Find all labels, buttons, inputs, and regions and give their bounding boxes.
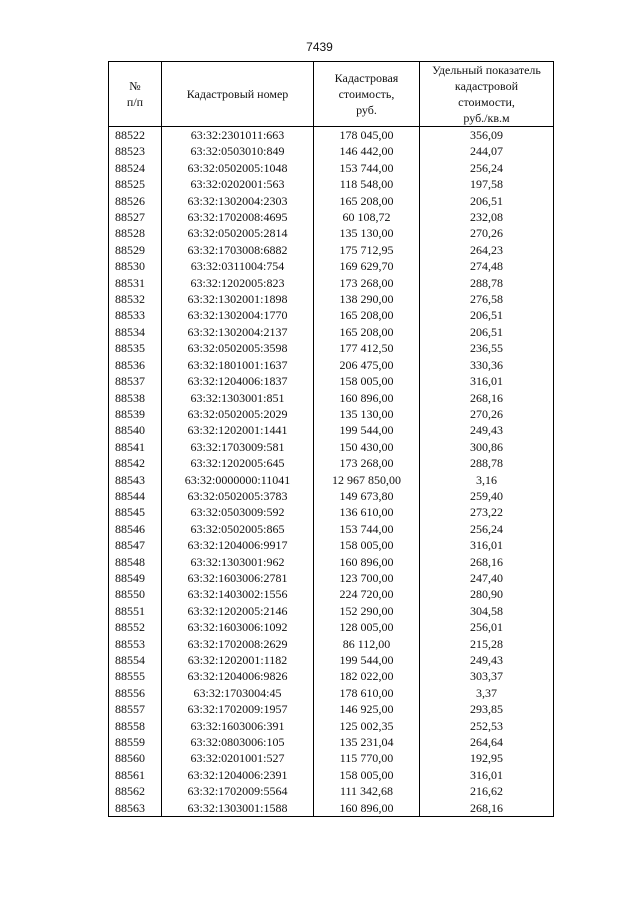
cell-specific-indicator: 249,43 xyxy=(420,422,554,438)
cell-row-number: 88532 xyxy=(109,291,162,307)
cell-specific-indicator: 270,26 xyxy=(420,406,554,422)
cell-cadastral-number: 63:32:1302004:2303 xyxy=(162,193,314,209)
cell-cadastral-value: 177 412,50 xyxy=(314,340,420,356)
cell-cadastral-number: 63:32:1303001:851 xyxy=(162,390,314,406)
cell-cadastral-number: 63:32:0502005:2814 xyxy=(162,225,314,241)
table-row xyxy=(109,324,554,340)
cell-cadastral-value: 165 208,00 xyxy=(314,307,420,323)
cell-cadastral-number: 63:32:1302004:2137 xyxy=(162,324,314,340)
header-row-number xyxy=(109,62,162,127)
cell-specific-indicator: 206,51 xyxy=(420,324,554,340)
table-row xyxy=(109,701,554,717)
cell-row-number: 88530 xyxy=(109,258,162,274)
table-row xyxy=(109,357,554,373)
cell-specific-indicator: 247,40 xyxy=(420,570,554,586)
cell-cadastral-value: 158 005,00 xyxy=(314,767,420,783)
cell-specific-indicator: 197,58 xyxy=(420,176,554,192)
cell-cadastral-value: 178 045,00 xyxy=(314,127,420,144)
cell-specific-indicator: 288,78 xyxy=(420,455,554,471)
cell-row-number: 88544 xyxy=(109,488,162,504)
cell-specific-indicator: 252,53 xyxy=(420,718,554,734)
header-specific-indicator-line: руб./кв.м xyxy=(463,111,510,125)
cell-cadastral-value: 153 744,00 xyxy=(314,521,420,537)
table-row xyxy=(109,586,554,602)
table-row xyxy=(109,439,554,455)
cell-cadastral-number: 63:32:0311004:754 xyxy=(162,258,314,274)
cell-row-number: 88533 xyxy=(109,307,162,323)
cell-cadastral-number: 63:32:1204006:9826 xyxy=(162,668,314,684)
table-row xyxy=(109,619,554,635)
cell-cadastral-value: 128 005,00 xyxy=(314,619,420,635)
table-row xyxy=(109,767,554,783)
cell-specific-indicator: 3,37 xyxy=(420,685,554,701)
table-row xyxy=(109,209,554,225)
table-row xyxy=(109,685,554,701)
table-header-row xyxy=(109,62,554,127)
cell-row-number: 88534 xyxy=(109,324,162,340)
header-cadastral-value-line: руб. xyxy=(356,103,377,117)
cell-specific-indicator: 268,16 xyxy=(420,800,554,817)
cell-cadastral-value: 12 967 850,00 xyxy=(314,472,420,488)
cell-cadastral-value: 60 108,72 xyxy=(314,209,420,225)
cell-row-number: 88563 xyxy=(109,800,162,817)
cell-specific-indicator: 236,55 xyxy=(420,340,554,356)
cell-cadastral-number: 63:32:0502005:3783 xyxy=(162,488,314,504)
cell-specific-indicator: 300,86 xyxy=(420,439,554,455)
header-specific-indicator-line: стоимости, xyxy=(458,95,515,109)
cell-cadastral-number: 63:32:1703004:45 xyxy=(162,685,314,701)
cell-cadastral-number: 63:32:1703008:6882 xyxy=(162,242,314,258)
cell-cadastral-value: 178 610,00 xyxy=(314,685,420,701)
cell-row-number: 88541 xyxy=(109,439,162,455)
cell-specific-indicator: 215,28 xyxy=(420,636,554,652)
header-specific-indicator-line: Удельный показатель xyxy=(432,63,541,77)
cell-cadastral-number: 63:32:1302001:1898 xyxy=(162,291,314,307)
header-specific-indicator xyxy=(420,62,554,127)
cell-specific-indicator: 244,07 xyxy=(420,143,554,159)
cell-row-number: 88551 xyxy=(109,603,162,619)
cell-row-number: 88526 xyxy=(109,193,162,209)
table-row xyxy=(109,307,554,323)
cell-cadastral-value: 153 744,00 xyxy=(314,160,420,176)
cell-cadastral-number: 63:32:1702008:2629 xyxy=(162,636,314,652)
cell-cadastral-value: 149 673,80 xyxy=(314,488,420,504)
cell-cadastral-value: 224 720,00 xyxy=(314,586,420,602)
cell-specific-indicator: 270,26 xyxy=(420,225,554,241)
cell-cadastral-number: 63:32:1703009:581 xyxy=(162,439,314,455)
cell-cadastral-number: 63:32:1202005:823 xyxy=(162,275,314,291)
cell-specific-indicator: 256,01 xyxy=(420,619,554,635)
cell-cadastral-value: 123 700,00 xyxy=(314,570,420,586)
cell-cadastral-number: 63:32:1204006:1837 xyxy=(162,373,314,389)
cell-cadastral-number: 63:32:0803006:105 xyxy=(162,734,314,750)
cell-cadastral-number: 63:32:0202001:563 xyxy=(162,176,314,192)
cell-row-number: 88540 xyxy=(109,422,162,438)
cell-specific-indicator: 303,37 xyxy=(420,668,554,684)
cell-specific-indicator: 216,62 xyxy=(420,783,554,799)
header-cadastral-value-line: стоимость, xyxy=(338,87,395,101)
cell-specific-indicator: 304,58 xyxy=(420,603,554,619)
cell-cadastral-value: 158 005,00 xyxy=(314,537,420,553)
cell-cadastral-value: 152 290,00 xyxy=(314,603,420,619)
cell-cadastral-number: 63:32:1204006:2391 xyxy=(162,767,314,783)
cell-row-number: 88547 xyxy=(109,537,162,553)
cell-specific-indicator: 259,40 xyxy=(420,488,554,504)
table-row xyxy=(109,537,554,553)
cell-specific-indicator: 273,22 xyxy=(420,504,554,520)
cell-row-number: 88537 xyxy=(109,373,162,389)
cell-specific-indicator: 206,51 xyxy=(420,193,554,209)
cell-specific-indicator: 288,78 xyxy=(420,275,554,291)
cell-row-number: 88552 xyxy=(109,619,162,635)
cell-cadastral-number: 63:32:1302004:1770 xyxy=(162,307,314,323)
cell-row-number: 88560 xyxy=(109,750,162,766)
cell-row-number: 88554 xyxy=(109,652,162,668)
table-row xyxy=(109,488,554,504)
cell-cadastral-number: 63:32:1202005:645 xyxy=(162,455,314,471)
cell-specific-indicator: 316,01 xyxy=(420,767,554,783)
cell-cadastral-number: 63:32:0503010:849 xyxy=(162,143,314,159)
table-row xyxy=(109,603,554,619)
table-row xyxy=(109,554,554,570)
table-row xyxy=(109,636,554,652)
cell-specific-indicator: 206,51 xyxy=(420,307,554,323)
table-header xyxy=(109,62,554,127)
cell-cadastral-number: 63:32:1202001:1182 xyxy=(162,652,314,668)
table-row xyxy=(109,390,554,406)
cell-cadastral-value: 160 896,00 xyxy=(314,554,420,570)
cell-cadastral-number: 63:32:1801001:1637 xyxy=(162,357,314,373)
table-row xyxy=(109,127,554,144)
cell-cadastral-value: 146 442,00 xyxy=(314,143,420,159)
table-row xyxy=(109,750,554,766)
cell-specific-indicator: 356,09 xyxy=(420,127,554,144)
cell-cadastral-number: 63:32:1202001:1441 xyxy=(162,422,314,438)
cell-row-number: 88559 xyxy=(109,734,162,750)
cell-cadastral-value: 146 925,00 xyxy=(314,701,420,717)
cell-cadastral-value: 173 268,00 xyxy=(314,455,420,471)
cell-row-number: 88538 xyxy=(109,390,162,406)
header-cadastral-value xyxy=(314,62,420,127)
cell-row-number: 88555 xyxy=(109,668,162,684)
cell-specific-indicator: 274,48 xyxy=(420,258,554,274)
cell-row-number: 88561 xyxy=(109,767,162,783)
cell-cadastral-value: 160 896,00 xyxy=(314,800,420,817)
cell-cadastral-value: 135 130,00 xyxy=(314,225,420,241)
cell-cadastral-value: 165 208,00 xyxy=(314,324,420,340)
table-row xyxy=(109,176,554,192)
cell-cadastral-value: 135 130,00 xyxy=(314,406,420,422)
cell-row-number: 88523 xyxy=(109,143,162,159)
table-row xyxy=(109,143,554,159)
table-row xyxy=(109,652,554,668)
cell-specific-indicator: 330,36 xyxy=(420,357,554,373)
cell-row-number: 88527 xyxy=(109,209,162,225)
cell-specific-indicator: 316,01 xyxy=(420,537,554,553)
cell-cadastral-value: 111 342,68 xyxy=(314,783,420,799)
table-row xyxy=(109,193,554,209)
table-row xyxy=(109,734,554,750)
table-row xyxy=(109,340,554,356)
header-row-number-line: п/п xyxy=(126,95,144,109)
cell-cadastral-number: 63:32:0502005:1048 xyxy=(162,160,314,176)
cell-row-number: 88542 xyxy=(109,455,162,471)
table-row xyxy=(109,406,554,422)
cell-cadastral-number: 63:32:2301011:663 xyxy=(162,127,314,144)
cell-cadastral-number: 63:32:1303001:962 xyxy=(162,554,314,570)
header-cadastral-value-line: Кадастровая xyxy=(334,71,399,85)
cell-cadastral-value: 169 629,70 xyxy=(314,258,420,274)
table-row xyxy=(109,668,554,684)
header-cadastral-number: Кадастровый номер xyxy=(162,62,314,127)
cell-specific-indicator: 268,16 xyxy=(420,390,554,406)
table-row xyxy=(109,783,554,799)
cell-specific-indicator: 256,24 xyxy=(420,160,554,176)
cell-cadastral-number: 63:32:0502005:2029 xyxy=(162,406,314,422)
cell-cadastral-number: 63:32:1603006:391 xyxy=(162,718,314,734)
cell-cadastral-value: 173 268,00 xyxy=(314,275,420,291)
header-row-number-line: № xyxy=(129,79,141,93)
cell-row-number: 88522 xyxy=(109,127,162,144)
cell-specific-indicator: 316,01 xyxy=(420,373,554,389)
cell-cadastral-number: 63:32:1603006:1092 xyxy=(162,619,314,635)
cell-cadastral-number: 63:32:0502005:865 xyxy=(162,521,314,537)
cell-row-number: 88529 xyxy=(109,242,162,258)
cell-cadastral-value: 150 430,00 xyxy=(314,439,420,455)
cell-cadastral-number: 63:32:0503009:592 xyxy=(162,504,314,520)
cell-row-number: 88549 xyxy=(109,570,162,586)
cell-specific-indicator: 232,08 xyxy=(420,209,554,225)
cell-cadastral-number: 63:32:1202005:2146 xyxy=(162,603,314,619)
cell-row-number: 88539 xyxy=(109,406,162,422)
cell-specific-indicator: 280,90 xyxy=(420,586,554,602)
table-row xyxy=(109,455,554,471)
cell-cadastral-value: 206 475,00 xyxy=(314,357,420,373)
cell-cadastral-value: 199 544,00 xyxy=(314,652,420,668)
table-body xyxy=(109,127,554,817)
cell-cadastral-number: 63:32:0502005:3598 xyxy=(162,340,314,356)
page-number: 7439 xyxy=(306,40,333,54)
cell-row-number: 88550 xyxy=(109,586,162,602)
cell-cadastral-value: 115 770,00 xyxy=(314,750,420,766)
cell-row-number: 88556 xyxy=(109,685,162,701)
cell-cadastral-number: 63:32:0201001:527 xyxy=(162,750,314,766)
cell-row-number: 88546 xyxy=(109,521,162,537)
cell-cadastral-number: 63:32:1603006:2781 xyxy=(162,570,314,586)
cell-cadastral-number: 63:32:1702009:5564 xyxy=(162,783,314,799)
cell-row-number: 88528 xyxy=(109,225,162,241)
cell-row-number: 88535 xyxy=(109,340,162,356)
cell-row-number: 88548 xyxy=(109,554,162,570)
cell-specific-indicator: 264,23 xyxy=(420,242,554,258)
cell-cadastral-value: 160 896,00 xyxy=(314,390,420,406)
cell-specific-indicator: 264,64 xyxy=(420,734,554,750)
cell-row-number: 88524 xyxy=(109,160,162,176)
cell-cadastral-value: 158 005,00 xyxy=(314,373,420,389)
cell-row-number: 88562 xyxy=(109,783,162,799)
cell-cadastral-value: 86 112,00 xyxy=(314,636,420,652)
header-specific-indicator-line: кадастровой xyxy=(454,79,519,93)
cell-row-number: 88536 xyxy=(109,357,162,373)
cell-cadastral-number: 63:32:1702009:1957 xyxy=(162,701,314,717)
cell-cadastral-value: 118 548,00 xyxy=(314,176,420,192)
cell-row-number: 88543 xyxy=(109,472,162,488)
cell-specific-indicator: 268,16 xyxy=(420,554,554,570)
table-row xyxy=(109,291,554,307)
table-row xyxy=(109,242,554,258)
cell-cadastral-value: 125 002,35 xyxy=(314,718,420,734)
table-row xyxy=(109,422,554,438)
cell-cadastral-number: 63:32:1204006:9917 xyxy=(162,537,314,553)
cell-cadastral-value: 136 610,00 xyxy=(314,504,420,520)
cell-row-number: 88558 xyxy=(109,718,162,734)
cell-row-number: 88545 xyxy=(109,504,162,520)
cell-cadastral-value: 175 712,95 xyxy=(314,242,420,258)
table-row xyxy=(109,800,554,817)
table-row xyxy=(109,521,554,537)
cell-specific-indicator: 276,58 xyxy=(420,291,554,307)
cell-specific-indicator: 256,24 xyxy=(420,521,554,537)
cell-cadastral-value: 135 231,04 xyxy=(314,734,420,750)
table-row xyxy=(109,718,554,734)
table-row xyxy=(109,258,554,274)
cell-row-number: 88531 xyxy=(109,275,162,291)
cell-cadastral-value: 138 290,00 xyxy=(314,291,420,307)
cell-row-number: 88525 xyxy=(109,176,162,192)
cell-row-number: 88553 xyxy=(109,636,162,652)
cell-row-number: 88557 xyxy=(109,701,162,717)
cell-specific-indicator: 293,85 xyxy=(420,701,554,717)
table-row xyxy=(109,472,554,488)
cell-cadastral-number: 63:32:0000000:11041 xyxy=(162,472,314,488)
cell-cadastral-value: 182 022,00 xyxy=(314,668,420,684)
cell-cadastral-number: 63:32:1303001:1588 xyxy=(162,800,314,817)
table-row xyxy=(109,275,554,291)
cell-cadastral-number: 63:32:1403002:1556 xyxy=(162,586,314,602)
cell-specific-indicator: 249,43 xyxy=(420,652,554,668)
table-row xyxy=(109,504,554,520)
cell-cadastral-value: 165 208,00 xyxy=(314,193,420,209)
cell-cadastral-value: 199 544,00 xyxy=(314,422,420,438)
cell-specific-indicator: 192,95 xyxy=(420,750,554,766)
table-row xyxy=(109,570,554,586)
table-row xyxy=(109,160,554,176)
table-row xyxy=(109,373,554,389)
cell-specific-indicator: 3,16 xyxy=(420,472,554,488)
cadastral-value-table xyxy=(108,61,554,817)
cell-cadastral-number: 63:32:1702008:4695 xyxy=(162,209,314,225)
table-row xyxy=(109,225,554,241)
